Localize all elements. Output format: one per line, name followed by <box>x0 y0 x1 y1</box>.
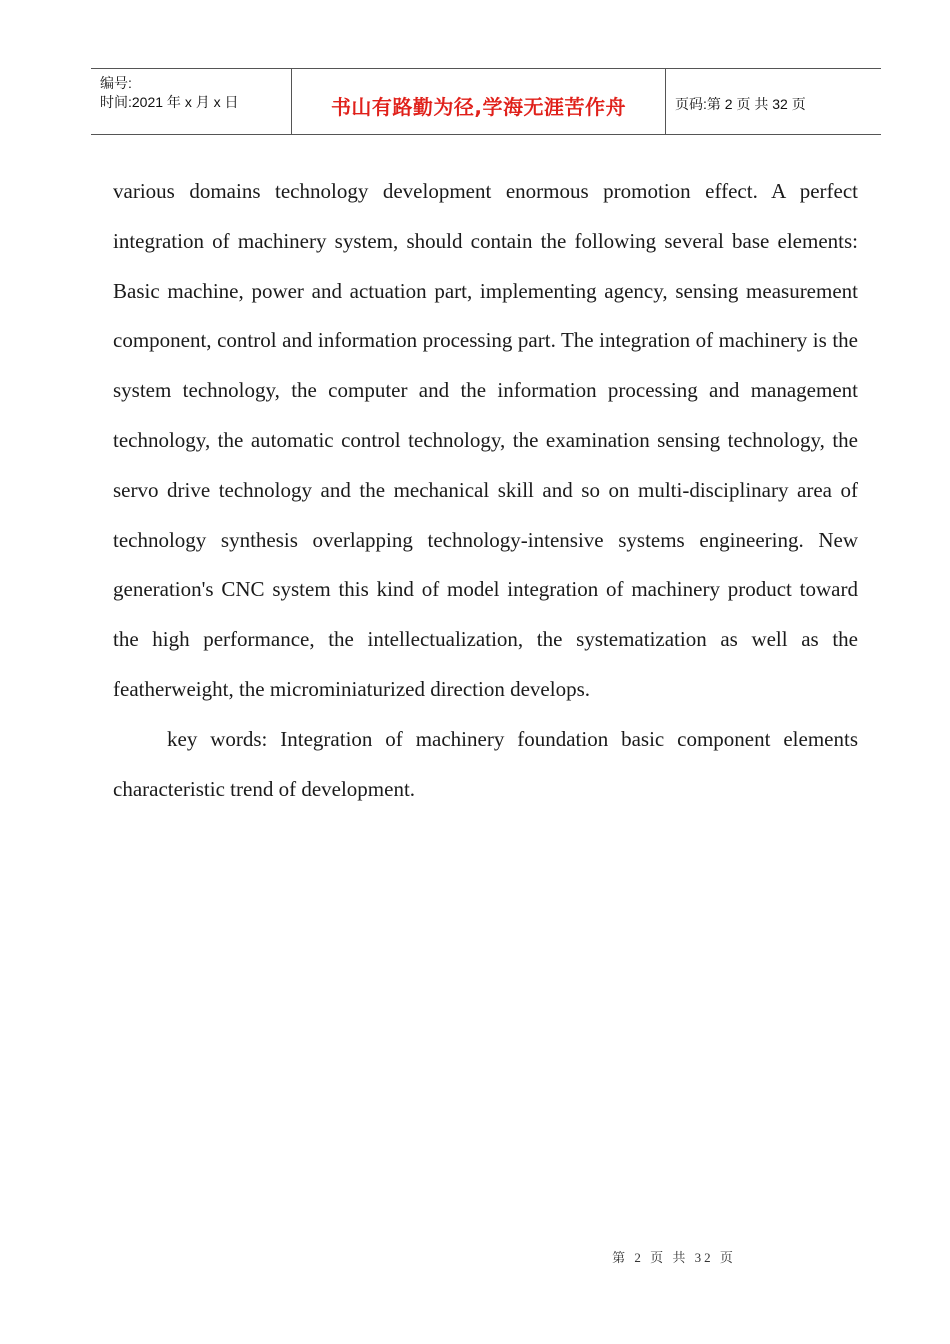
header-page-cell <box>666 69 881 134</box>
document-code-label: 编号: <box>100 75 132 91</box>
page-footer: 第 2 页 共 32 页 <box>612 1250 736 1265</box>
document-time-label: 时间:2021 年 x 月 x 日 <box>100 94 239 110</box>
body-paragraph: various domains technology development enormous promotion effect. A perfect integration of machinery system, should contain the following several base elements: Basic machine, power and actuation part, implementing agency, sensing measurement component, control and information processing part. The integration of machinery is the system technology, the computer and the information processing and management technology, the automatic control technology, the examination sensing technology, the servo drive technology and the mechanical skill and so on multi-disciplinary area of technology synthesis overlapping technology-intensive systems engineering. New generation's CNC system this kind of model integration of machinery product toward the high performance, the intellectualization, the systematization as well as the featherweight, the microminiaturized direction develops. <box>113 179 858 701</box>
body-text <box>113 167 858 814</box>
header-motto: 书山有路勤为径,学海无涯苦作舟 <box>330 95 627 119</box>
header-motto-cell <box>292 69 666 134</box>
keywords-paragraph: key words: Integration of machinery foundation basic component elements characteristic trend of development. <box>113 726 858 801</box>
header-meta-cell <box>91 69 292 134</box>
page-header <box>91 68 881 135</box>
header-page-number: 页码:第 2 页 共 32 页 <box>675 96 806 112</box>
